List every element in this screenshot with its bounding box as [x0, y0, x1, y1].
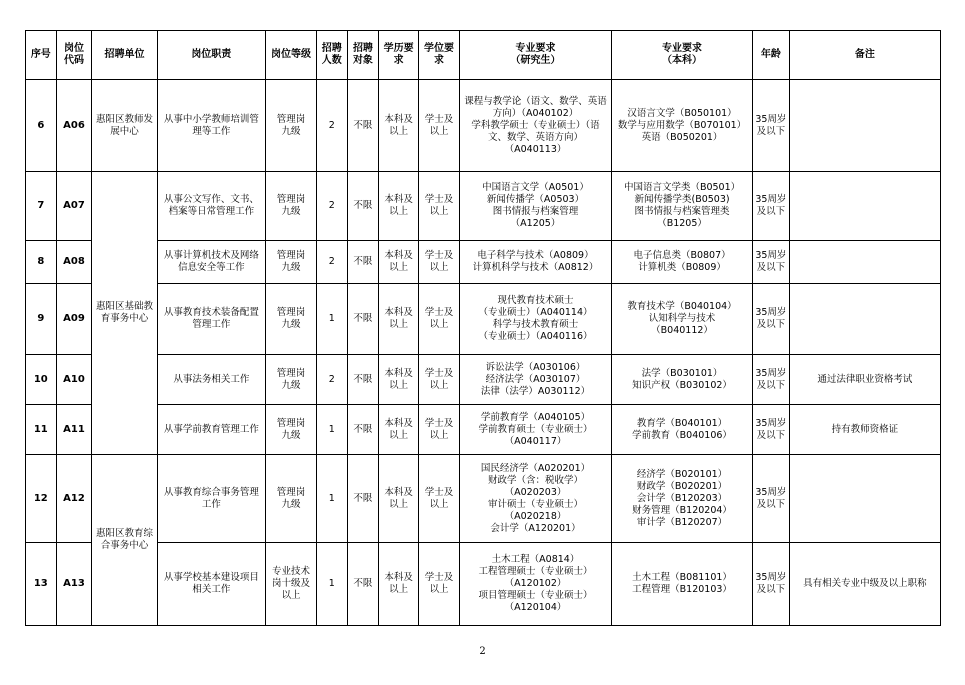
count-cell: 1 [316, 455, 347, 543]
grad-cell: 诉讼法学（A030106） 经济法学（A030107） 法律（法学）A030112） [459, 355, 611, 405]
table-row [26, 80, 941, 172]
duty-cell: 从事中小学教师培训管理等工作 [157, 80, 265, 172]
header-cell: 招聘 对象 [347, 31, 379, 80]
count-cell: 2 [316, 80, 347, 172]
note-cell: 通过法律职业资格考试 [789, 355, 940, 405]
age-cell: 35周岁 及以下 [753, 172, 790, 241]
no-cell: 13 [26, 543, 57, 626]
count-cell: 1 [316, 284, 347, 355]
count-cell: 2 [316, 355, 347, 405]
header-cell: 学历要 求 [379, 31, 419, 80]
count-cell: 2 [316, 172, 347, 241]
level-cell: 管理岗 九级 [265, 355, 316, 405]
header-cell: 岗位 代码 [56, 31, 92, 80]
edu-cell: 本科及 以上 [379, 172, 419, 241]
ug-cell: 中国语言文学类（B0501） 新闻传播学类(B0503) 图书情报与档案管理类 （B1205） [612, 172, 753, 241]
level-cell: 管理岗 九级 [265, 405, 316, 455]
degree-cell: 学士及 以上 [419, 241, 460, 284]
code-cell: A08 [56, 241, 92, 284]
duty-cell: 从事教育综合事务管理工作 [157, 455, 265, 543]
recruitment-table [25, 30, 941, 626]
table-row [26, 241, 941, 284]
no-cell: 8 [26, 241, 57, 284]
grad-cell: 土木工程（A0814） 工程管理硕士（专业硕士） （A120102） 项目管理硕士（专业硕士） （A120104） [459, 543, 611, 626]
level-cell: 管理岗 九级 [265, 284, 316, 355]
header-cell: 年龄 [753, 31, 790, 80]
note-cell [789, 241, 940, 284]
ug-cell: 教育学（B040101） 学前教育（B040106） [612, 405, 753, 455]
no-cell: 9 [26, 284, 57, 355]
note-cell [789, 455, 940, 543]
table-row [26, 355, 941, 405]
degree-cell: 学士及 以上 [419, 405, 460, 455]
degree-cell: 学士及 以上 [419, 80, 460, 172]
target-cell: 不限 [347, 543, 379, 626]
edu-cell: 本科及 以上 [379, 241, 419, 284]
grad-cell: 学前教育学（A040105） 学前教育硕士（专业硕士） （A040117） [459, 405, 611, 455]
degree-cell: 学士及 以上 [419, 172, 460, 241]
degree-cell: 学士及 以上 [419, 455, 460, 543]
no-cell: 6 [26, 80, 57, 172]
header-cell: 学位要 求 [419, 31, 460, 80]
code-cell: A09 [56, 284, 92, 355]
level-cell: 管理岗 九级 [265, 172, 316, 241]
target-cell: 不限 [347, 172, 379, 241]
grad-cell: 电子科学与技术（A0809） 计算机科学与技术（A0812） [459, 241, 611, 284]
table-row [26, 284, 941, 355]
count-cell: 2 [316, 241, 347, 284]
table-row [26, 543, 941, 626]
note-cell: 具有相关专业中级及以上职称 [789, 543, 940, 626]
age-cell: 35周岁 及以下 [753, 455, 790, 543]
code-cell: A10 [56, 355, 92, 405]
header-cell: 专业要求 （研究生） [459, 31, 611, 80]
header-cell: 序号 [26, 31, 57, 80]
note-cell [789, 172, 940, 241]
edu-cell: 本科及 以上 [379, 455, 419, 543]
duty-cell: 从事法务相关工作 [157, 355, 265, 405]
no-cell: 12 [26, 455, 57, 543]
edu-cell: 本科及 以上 [379, 284, 419, 355]
grad-cell: 现代教育技术硕士 （专业硕士）（A040114） 科学与技术教育硕士 （专业硕士）（A040116） [459, 284, 611, 355]
target-cell: 不限 [347, 284, 379, 355]
ug-cell: 经济学（B020101） 财政学（B020201） 会计学（B120203） 财务管理（B120204） 审计学（B120207） [612, 455, 753, 543]
count-cell: 1 [316, 543, 347, 626]
edu-cell: 本科及 以上 [379, 543, 419, 626]
ug-cell: 电子信息类（B0807） 计算机类（B0809） [612, 241, 753, 284]
header-cell: 备注 [789, 31, 940, 80]
note-cell [789, 80, 940, 172]
table-row [26, 405, 941, 455]
edu-cell: 本科及 以上 [379, 405, 419, 455]
code-cell: A06 [56, 80, 92, 172]
header-cell: 岗位等级 [265, 31, 316, 80]
header-cell: 专业要求 （本科） [612, 31, 753, 80]
unit-cell: 惠阳区基础教育事务中心 [92, 172, 157, 455]
code-cell: A07 [56, 172, 92, 241]
code-cell: A12 [56, 455, 92, 543]
header-row [26, 31, 941, 80]
grad-cell: 课程与教学论（语文、数学、英语方向）（A040102） 学科教学硕士（专业硕士）（语文、数学、英语方向） （A040113） [459, 80, 611, 172]
degree-cell: 学士及 以上 [419, 284, 460, 355]
age-cell: 35周岁 及以下 [753, 80, 790, 172]
level-cell: 管理岗 九级 [265, 455, 316, 543]
age-cell: 35周岁 及以下 [753, 284, 790, 355]
table-row [26, 455, 941, 543]
duty-cell: 从事公文写作、文书、档案等日常管理工作 [157, 172, 265, 241]
duty-cell: 从事计算机技术及网络信息安全等工作 [157, 241, 265, 284]
level-cell: 专业技术 岗十级及 以上 [265, 543, 316, 626]
ug-cell: 教育技术学（B040104） 认知科学与技术 （B040112） [612, 284, 753, 355]
count-cell: 1 [316, 405, 347, 455]
target-cell: 不限 [347, 355, 379, 405]
ug-cell: 土木工程（B081101） 工程管理（B120103） [612, 543, 753, 626]
header-cell: 岗位职责 [157, 31, 265, 80]
edu-cell: 本科及 以上 [379, 80, 419, 172]
note-cell [789, 284, 940, 355]
duty-cell: 从事教育技术装备配置管理工作 [157, 284, 265, 355]
target-cell: 不限 [347, 241, 379, 284]
target-cell: 不限 [347, 455, 379, 543]
unit-cell: 惠阳区教师发展中心 [92, 80, 157, 172]
no-cell: 10 [26, 355, 57, 405]
age-cell: 35周岁 及以下 [753, 543, 790, 626]
age-cell: 35周岁 及以下 [753, 241, 790, 284]
edu-cell: 本科及 以上 [379, 355, 419, 405]
level-cell: 管理岗 九级 [265, 241, 316, 284]
degree-cell: 学士及 以上 [419, 355, 460, 405]
header-cell: 招聘单位 [92, 31, 157, 80]
target-cell: 不限 [347, 405, 379, 455]
code-cell: A13 [56, 543, 92, 626]
code-cell: A11 [56, 405, 92, 455]
age-cell: 35周岁 及以下 [753, 355, 790, 405]
target-cell: 不限 [347, 80, 379, 172]
header-cell: 招聘 人数 [316, 31, 347, 80]
no-cell: 11 [26, 405, 57, 455]
no-cell: 7 [26, 172, 57, 241]
grad-cell: 国民经济学（A020201） 财政学（含：税收学） （A020203） 审计硕士（专业硕士） （A020218） 会计学（A120201） [459, 455, 611, 543]
ug-cell: 法学（B030101） 知识产权（B030102） [612, 355, 753, 405]
unit-cell: 惠阳区教育综合事务中心 [92, 455, 157, 626]
page-number: 2 [479, 646, 486, 657]
level-cell: 管理岗 九级 [265, 80, 316, 172]
grad-cell: 中国语言文学（A0501） 新闻传播学（A0503） 图书情报与档案管理 （A1205） [459, 172, 611, 241]
duty-cell: 从事学校基本建设项目相关工作 [157, 543, 265, 626]
note-cell: 持有教师资格证 [789, 405, 940, 455]
degree-cell: 学士及 以上 [419, 543, 460, 626]
duty-cell: 从事学前教育管理工作 [157, 405, 265, 455]
age-cell: 35周岁 及以下 [753, 405, 790, 455]
table-row [26, 172, 941, 241]
ug-cell: 汉语言文学（B050101） 数学与应用数学（B070101） 英语（B050201） [612, 80, 753, 172]
